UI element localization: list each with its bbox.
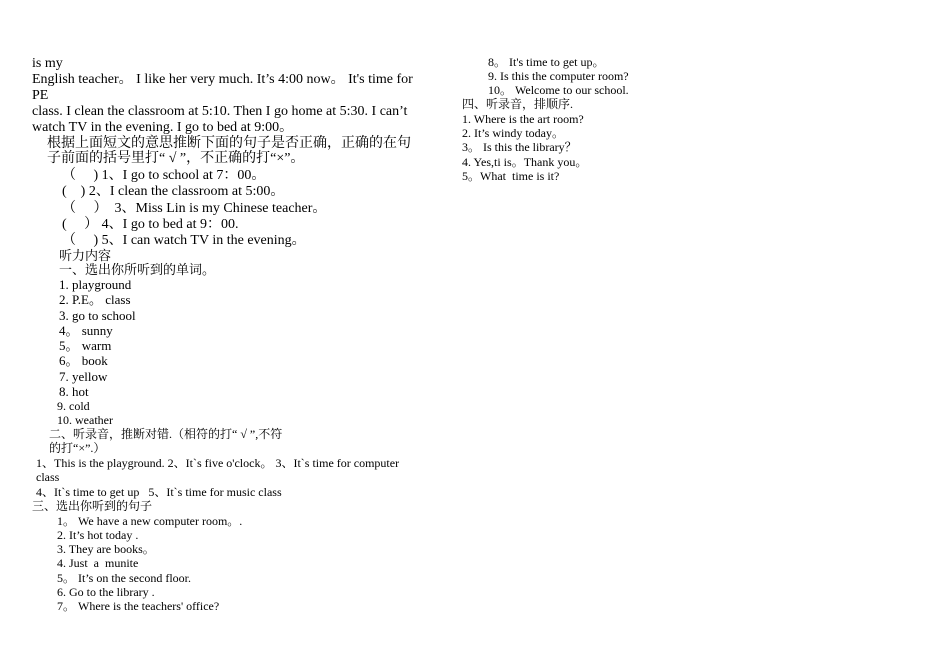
judge-item: ( ) 2、I clean the classroom at 5:00。 xyxy=(62,184,285,199)
sentence-line: 4、It`s time to get up 5、It`s time for music class xyxy=(36,485,282,499)
listening-heading: 听力内容 xyxy=(59,248,112,263)
judge-instruction: 根据上面短文的意思推断下面的句子是否正确，正确的在句 xyxy=(47,136,411,151)
sentence-item: 8。 It's time to get up。 xyxy=(488,55,605,69)
judge-item: （ ) 5、I can watch TV in the evening。 xyxy=(62,233,306,248)
judge-item: ( ） 4、I go to bed at 9：00. xyxy=(62,217,239,232)
sentence-item: 10。 Welcome to our school. xyxy=(488,83,629,97)
word-item: 5。 warm xyxy=(59,338,112,353)
sentence-item: 1。 We have a new computer room。. xyxy=(57,514,243,528)
sentence-item: 4. Just a munite xyxy=(57,556,139,570)
sentence-line: 1、This is the playground. 2、It`s five o'clock。 3、It`s time for computer xyxy=(36,456,400,470)
word-item: 3. go to school xyxy=(59,308,136,323)
sentence-item: 3. They are books。 xyxy=(57,542,155,556)
passage-line: PE xyxy=(32,88,49,103)
passage-line: class. I clean the classroom at 5:10. Then I go home at 5:30. I can’t xyxy=(32,104,408,119)
sentence-item: 7。 Where is the teachers' office? xyxy=(57,599,220,613)
word-item: 6。 book xyxy=(59,353,108,368)
word-item: 4。 sunny xyxy=(59,323,113,338)
sentence-item: 6. Go to the library . xyxy=(57,585,155,599)
word-item: 7. yellow xyxy=(59,369,108,384)
word-item: 9. cold xyxy=(57,399,90,413)
order-item: 4. Yes,ti is。Thank you。 xyxy=(462,155,588,169)
word-item: 10. weather xyxy=(57,413,113,427)
section-title: 二、听录音，推断对错.（相符的打“ √ ”,不符 xyxy=(49,427,283,441)
passage-line: is my xyxy=(32,56,63,71)
sentence-item: 5。 It’s on the second floor. xyxy=(57,571,191,585)
section-title: 四、听录音，排顺序. xyxy=(462,97,574,111)
order-item: 3。 Is this the library？ xyxy=(462,140,577,154)
judge-item: （ ） 3、Miss Lin is my Chinese teacher。 xyxy=(62,201,327,216)
word-item: 1. playground xyxy=(59,277,132,292)
order-item: 1. Where is the art room? xyxy=(462,112,584,126)
sentence-line: class xyxy=(36,470,60,484)
judge-instruction: 子前面的括号里打“ √ ”，不正确的打“×”。 xyxy=(47,151,305,166)
sentence-item: 2. It’s hot today . xyxy=(57,528,139,542)
order-item: 2. It’s windy today。 xyxy=(462,126,564,140)
section-title: 三、选出你听到的句子 xyxy=(32,499,153,513)
word-item: 2. P.E。 class xyxy=(59,292,131,307)
passage-line: watch TV in the evening. I go to bed at 9:00。 xyxy=(32,120,294,135)
section-title: 的打“×”.） xyxy=(49,441,106,455)
judge-item: （ ) 1、I go to school at 7：00。 xyxy=(62,168,266,183)
sentence-item: 9. Is this the computer room? xyxy=(488,69,629,83)
section-title: 一、选出你所听到的单词。 xyxy=(59,262,216,277)
word-item: 8. hot xyxy=(59,384,89,399)
passage-line: English teacher。 I like her very much. It’s 4:00 now。 It's time for xyxy=(32,72,413,87)
order-item: 5。What time is it? xyxy=(462,169,560,183)
